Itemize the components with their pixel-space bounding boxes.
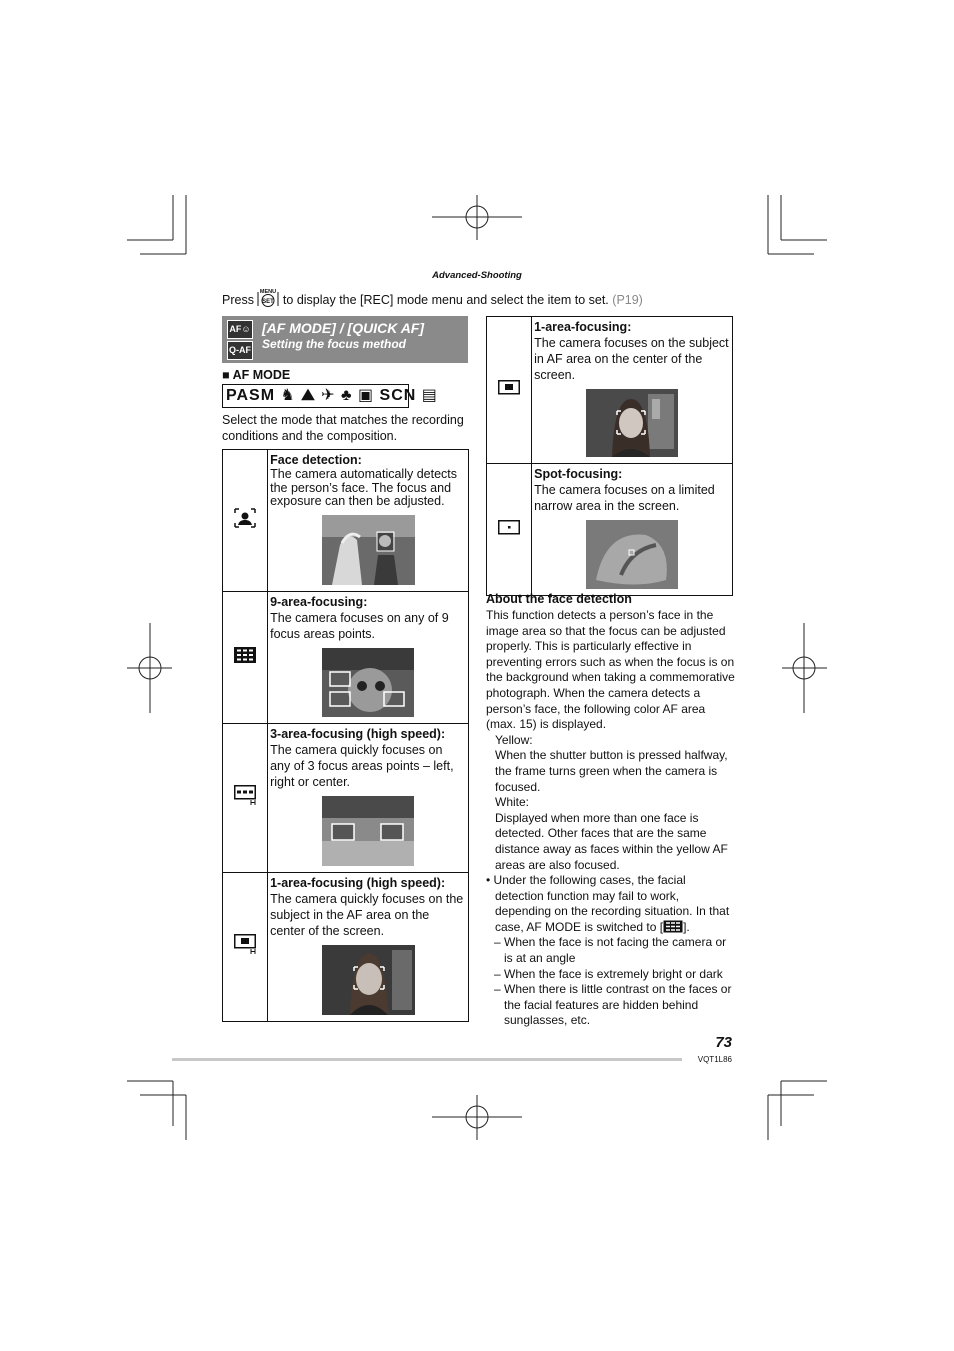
section-header: Advanced-Shooting — [432, 270, 522, 281]
three-area-high-speed-icon — [234, 785, 256, 805]
document-code: VQT1L86 — [697, 1055, 732, 1064]
dash-item: – When there is little contrast on the faces or the facial features are hidden behind sunglasses, etc. — [494, 982, 732, 1028]
nine-area-inline-icon — [663, 920, 683, 933]
face-detection-icon — [234, 508, 256, 528]
one-area-photo — [586, 389, 678, 457]
footer-rule — [172, 1058, 682, 1061]
intro-text: to display the [REC] mode menu and select the item to set. — [282, 293, 609, 307]
row-title: 1-area-focusing: — [534, 320, 632, 334]
menu-set-button-icon — [257, 291, 279, 308]
bullet-text: Under the following cases, the facial detection function may fail to work, depending on the recording situation. In that case, AF MODE is switched to [ — [493, 873, 730, 934]
intro-press: Press — [222, 293, 254, 307]
menu-bottom-label: SET — [262, 299, 275, 305]
yellow-label: Yellow: — [495, 732, 533, 747]
about-face-detection-title: About the face detection — [486, 592, 632, 606]
bullet-item — [486, 873, 736, 935]
row-text: The camera focuses on a limited narrow area in the screen. — [534, 483, 715, 513]
page-number: 73 — [715, 1034, 732, 1051]
intro-page-ref: (P19) — [612, 293, 643, 307]
table-row — [223, 591, 469, 723]
row-title: Face detection: — [270, 453, 362, 467]
section-title: [AF MODE] / [QUICK AF] — [262, 320, 425, 336]
quick-af-icon: Q-AF — [227, 341, 253, 360]
table-row — [223, 872, 469, 1021]
section-subtitle: Setting the focus method — [262, 337, 406, 351]
bullet-mark: • — [486, 873, 491, 888]
row-text: The camera focuses on the subject in AF area on the center of the screen. — [534, 336, 729, 382]
row-text: The camera quickly focuses on any of 3 focus areas points – left, right or center. — [270, 742, 454, 789]
dash-item: – When the face is extremely bright or dark — [494, 966, 723, 981]
about-paragraph: This function detects a person’s face in the image area so that the focus can be adjusted properly. This is particularly effective in preventing errors such as when the focus is on the background when taking a commemorative photograph. When the camera detects a person’s face, the following color AF area (max. 15) is displayed. — [486, 608, 735, 732]
af-mode-heading — [222, 368, 290, 382]
row-text: The camera automatically detects the person’s face. The focus and exposure can then be adjusted. — [270, 467, 457, 508]
yellow-text: When the shutter button is pressed halfway, the frame turns green when the camera is focused. — [495, 748, 728, 794]
one-area-icon — [498, 380, 520, 395]
bullet-end: ]. — [683, 919, 690, 934]
intro-line — [222, 291, 643, 308]
af-mode-description: Select the mode that matches the recording conditions and the composition. — [222, 413, 464, 443]
three-area-photo — [322, 796, 414, 866]
white-label: White: — [495, 795, 530, 810]
table-row — [223, 450, 469, 592]
available-modes-strip: PASM ♞ ⛰ ✈ ♣ ▣ SCN ▤ — [222, 384, 409, 408]
row-title: 3-area-focusing (high speed): — [270, 726, 446, 741]
af-mode-heading-text: AF MODE — [232, 368, 291, 382]
spot-focusing-icon — [498, 520, 520, 535]
dash-item: – When the face is not facing the camera or is at an angle — [494, 935, 727, 966]
square-bullet-icon: ■ — [222, 368, 230, 382]
af-mode-table-left — [222, 449, 469, 1022]
title-box — [222, 316, 468, 363]
row-title: 1-area-focusing (high speed): — [270, 875, 446, 890]
table-row — [223, 723, 469, 872]
af-face-mode-icon: AF☺ — [227, 320, 253, 339]
spot-focusing-photo — [586, 520, 678, 589]
one-area-high-speed-photo — [322, 945, 415, 1015]
row-text: The camera focuses on any of 9 focus areas points. — [270, 610, 449, 641]
face-detection-photo — [322, 515, 415, 585]
nine-area-photo — [322, 648, 414, 717]
svg-text:SET — [263, 299, 275, 305]
row-text: The camera quickly focuses on the subject in the AF area on the center of the screen. — [270, 891, 464, 938]
about-face-detection-body — [486, 608, 736, 1029]
table-row — [487, 464, 733, 596]
row-title: 9-area-focusing: — [270, 594, 368, 609]
af-mode-table-right — [486, 316, 733, 596]
one-area-high-speed-icon — [234, 934, 256, 954]
menu-top-label: MENU — [260, 289, 277, 295]
white-text: Displayed when more than one face is detected. Other faces that are the same distance away as faces within the yellow AF areas are also focused. — [495, 810, 728, 872]
nine-area-icon — [234, 647, 256, 663]
table-row — [487, 317, 733, 464]
row-title: Spot-focusing: — [534, 467, 623, 481]
